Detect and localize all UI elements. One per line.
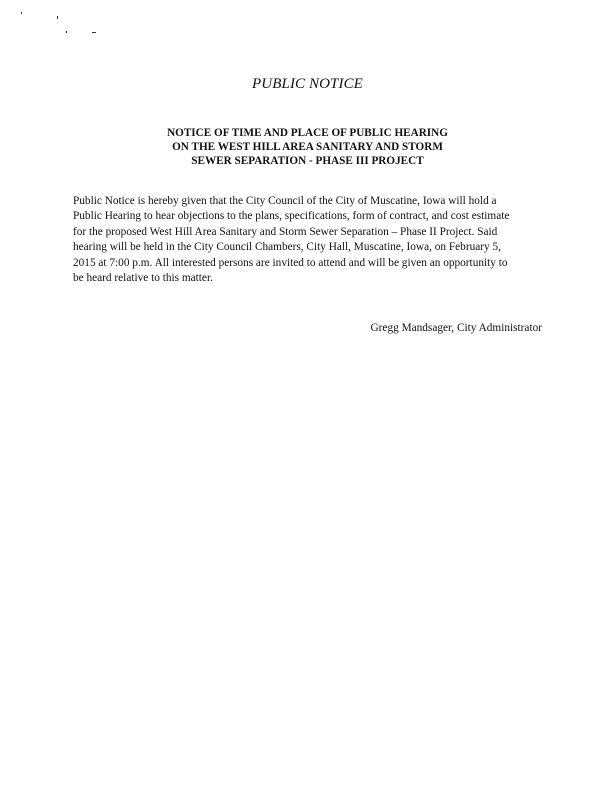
body-line: Public Notice is hereby given that the City Council of the City of Muscatine, Iowa will hold a <box>73 195 497 207</box>
notice-body <box>73 194 553 286</box>
heading-line: ON THE WEST HILL AREA SANITARY AND STORM <box>172 141 443 153</box>
scan-artifact <box>57 16 58 19</box>
heading-line: NOTICE OF TIME AND PLACE OF PUBLIC HEARING <box>167 127 448 139</box>
body-line: for the proposed West Hill Area Sanitary and Storm Sewer Separation – Phase II Project. Said <box>73 225 498 238</box>
notice-title: PUBLIC NOTICE <box>252 76 363 92</box>
signature-line: Gregg Mandsager, City Administrator <box>370 322 542 334</box>
heading-line: SEWER SEPARATION - PHASE III PROJECT <box>191 155 424 167</box>
body-line: be heard relative to this matter. <box>73 272 213 285</box>
body-line: 2015 at 7:00 p.m. All interested persons are invited to attend and will be given an opportunity to <box>73 256 508 269</box>
body-line: hearing will be held in the City Council Chambers, City Hall, Muscatine, Iowa, on February 5, <box>73 241 501 254</box>
hearing-heading <box>120 126 495 168</box>
scan-artifact <box>21 12 22 14</box>
scan-artifact <box>92 32 96 33</box>
scan-artifact <box>66 31 67 33</box>
body-line: Public Hearing to hear objections to the plans, specifications, form of contract, and cost estimate <box>73 210 510 223</box>
